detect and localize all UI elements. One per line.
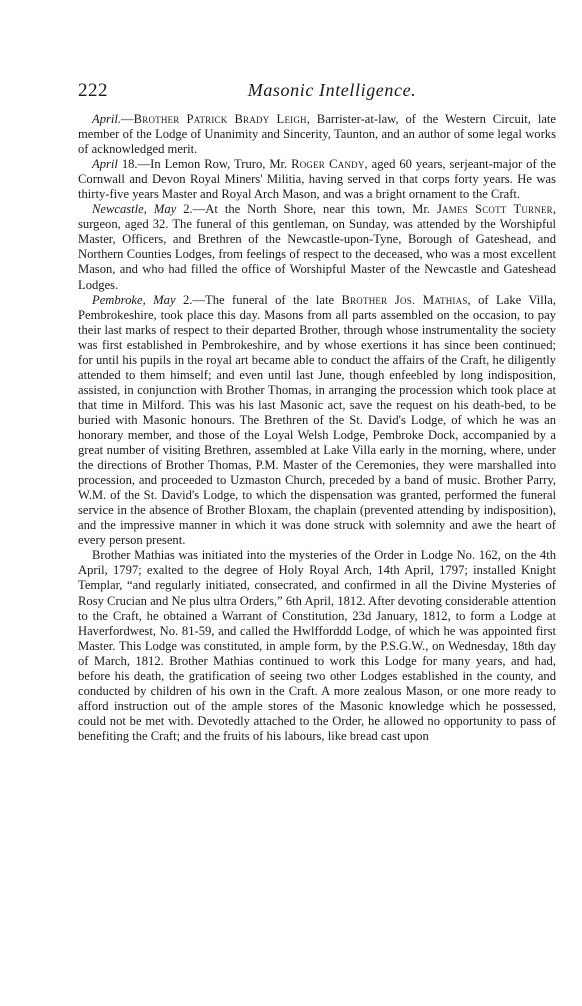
entry-lead: April.	[92, 112, 122, 126]
person-name: James Scott Turner	[436, 202, 553, 217]
obituary-entry	[78, 548, 556, 744]
entry-text: , surgeon, aged 32. The funeral of this gentleman, on Sunday, was attended by the Worshipful Master, Officers, and Brethren of the Newcastle-upon-Tyne, Borough of Gateshead, and Northern Counties Lodges, from feelings of respect to the deceased, who was a most excellent Mason, and who had filled the office of Worshipful Master of the Newcastle and Gateshead Lodges.	[78, 202, 556, 292]
person-name: Brother Jos. Mathias	[341, 292, 468, 307]
entry-lead: Pembroke, May	[92, 292, 176, 307]
person-name: Brother Patrick Brady Leigh	[133, 112, 307, 126]
entry-text: , aged 60 years, serjeant-major of the Cornwall and Devon Royal Miners' Militia, having served in that corps forty years. He was thirty-five years Master and Royal Arch Mason, and was a bright ornament to the Craft.	[78, 157, 556, 202]
obituary-entry	[78, 157, 556, 202]
entry-text: 2.—The funeral of the late	[175, 292, 342, 307]
obituary-entry	[78, 293, 556, 549]
entry-text: 18.—In Lemon Row, Truro, Mr.	[117, 157, 292, 172]
entry-lead: Newcastle, May	[92, 202, 177, 217]
running-title: Masonic Intelligence.	[247, 80, 417, 100]
book-page	[78, 80, 556, 744]
page-number: 222	[78, 80, 108, 101]
page-header	[78, 80, 556, 110]
entry-text: —	[121, 112, 134, 126]
entry-text: , of Lake Villa, Pembrokeshire, took place this day. Masons from all parts assembled on the occasion, to pay their last marks of respect to their departed Brother, through whose instrumentality the society was first established in Pembrokeshire, and by whose exertions it has since been continued; for until his pupils in the royal art became able to conduct the affairs of the Craft, he diligently attended to them himself; and even until last June, though enfeebled by long indisposition, assisted, in conjunction with Brother Thomas, in arranging the procession which took place at that time in Milford. This was his last Masonic act, save the request on his death-bed, to be buried with Masonic honours. The Brethren of the St. David's Lodge, of which he was an honorary member, and those of the Loyal Welsh Lodge, Pembroke Dock, accompanied by a great number of visiting Brethren, assembled at Lake Villa early in the morning, where, under the directions of Brother Thomas, P.M. Master of the Ceremonies, they were marshalled into procession, and proceeded to Uzmaston Church, preceded by a band of music. Brother Parry, W.M. of the St. David's Lodge, to which the dispensation was granted, performed the funeral service in the absence of Brother Bloxam, the chaplain (prevented attending by indisposition), and the impressive manner in which it was done struck with solemnity and awe the heart of every person present.	[78, 292, 556, 548]
person-name: Roger Candy	[291, 157, 365, 172]
entry-text: 2.—At the North Shore, near this town, Mr.	[176, 202, 437, 217]
entry-text: , Barrister-at-law, of the Western Circuit, late member of the Lodge of Unanimity and Sincerity, Taunton, and an author of some legal works of acknowledged merit.	[78, 112, 556, 157]
obituary-entry	[78, 202, 556, 292]
body-text	[78, 112, 556, 744]
obituary-entry	[78, 112, 556, 157]
entry-lead: April	[92, 157, 118, 172]
entry-text: Brother Mathias was initiated into the mysteries of the Order in Lodge No. 162, on the 4th April, 1797; exalted to the degree of Holy Royal Arch, 14th April, 1797; installed Knight Templar, “and regularly initiated, consecrated, and confirmed in all the Divine Mysteries of Rosy Crucian and Ne plus ultra Orders,” 6th April, 1812. After devoting considerable attention to the Craft, he obtained a Warrant of Constitution, 23d January, 1812, to form a Lodge at Haverfordwest, No. 81-59, and called the Hwlfforddd Lodge, of which he was appointed first Master. This Lodge was constituted, in ample form, by the P.S.G.W., on Wednesday, 18th day of March, 1812. Brother Mathias continued to work this Lodge for many years, and had, before his death, the gratification of seeing two other Lodges established in the county, and conducted by children of his own in the Craft. A more zealous Mason, or one more ready to afford instruction out of the ample stores of the Masonic knowledge which he possessed, could not be met with. Devotedly attached to the Order, he allowed no opportunity to pass of benefiting the Craft; and the fruits of his labours, like bread cast upon	[78, 548, 556, 743]
